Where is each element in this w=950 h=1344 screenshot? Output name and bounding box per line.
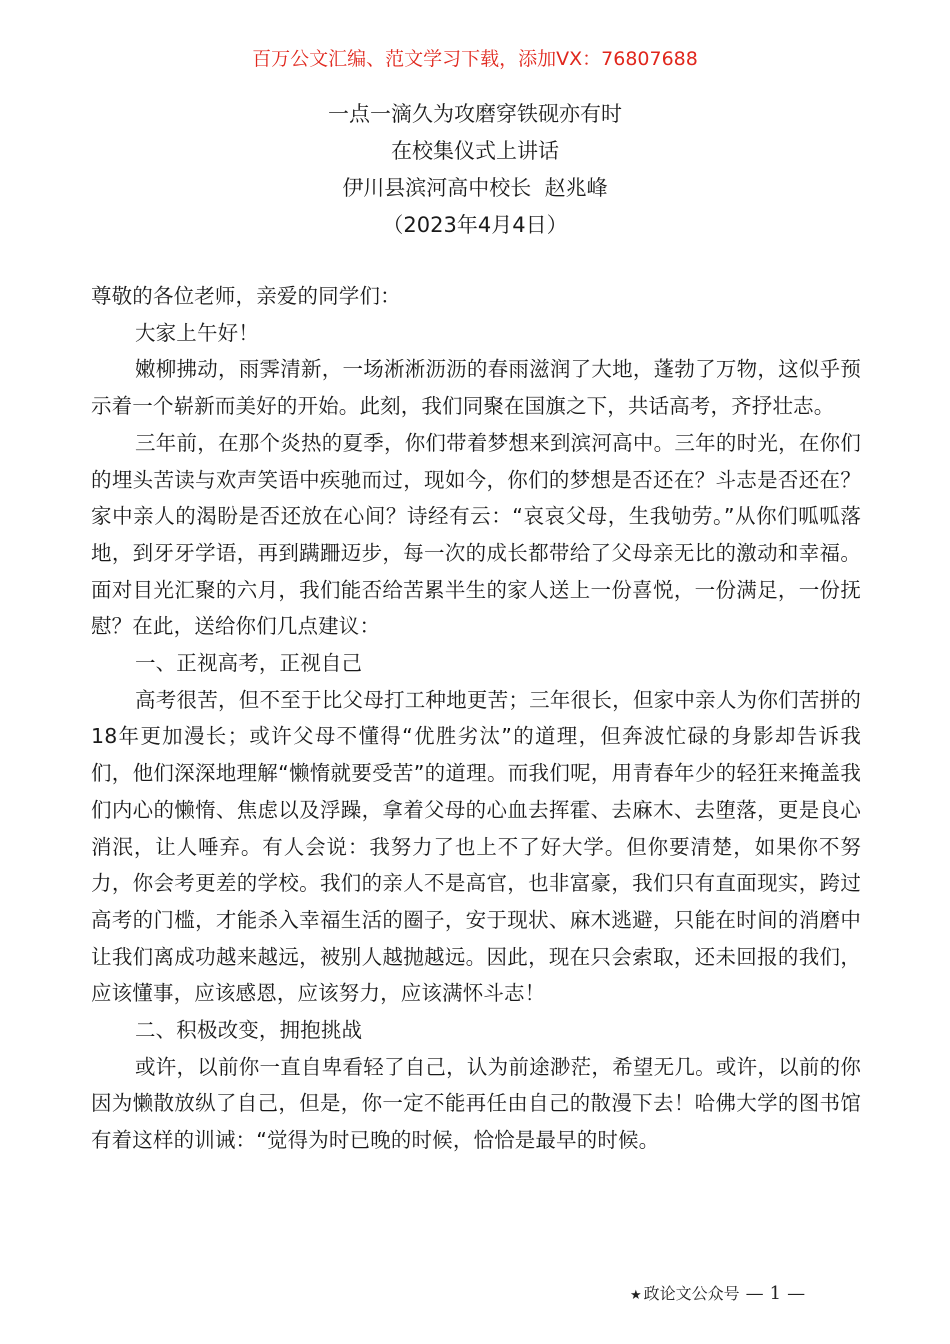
document-header — [0, 96, 950, 244]
section-heading-2: 二、积极改变，拥抱挑战 — [135, 1018, 363, 1043]
footer-source: 政论文公众号 — [643, 1284, 740, 1303]
section-heading-1: 一、正视高考，正视自己 — [135, 651, 363, 676]
section-text-1: 高考很苦，但不至于比父母打工种地更苦；三年很长，但家中亲人为你们苦拼的18年更加漫长；或许父母不懂得“优胜劣汰”的道理，但奔波忙碌的身影却告诉我们，他们深深地理解“懒惰就要受苦”的道理。而我们呢，用青春年少的轻狂来掩盖我们内心的懒惰、焦虑以及浮躁，拿着父母的心血去挥霍、去麻木、去堕落，更是良心消泯，让人唾弃。有人会说：我努力了也上不了好大学。但你要清楚，如果你不努力，你会考更差的学校。我们的亲人不是高官，也非富豪，我们只有直面现实，跨过高考的门槛，才能杀入幸福生活的圈子，安于现状、麻木逃避，只能在时间的消磨中让我们离成功越来越远，被别人越抛越远。因此，现在只会索取，还未回报的我们，应该懂事，应该感恩，应该努力，应该满怀斗志！ — [91, 687, 861, 1006]
paragraph-three-years: 三年前，在那个炎热的夏季，你们带着梦想来到滨河高中。三年的时光，在你们的埋头苦读与欢声笑语中疾驰而过，现如今，你们的梦想是否还在？斗志是否还在？家中亲人的渴盼是否还放在心间？诗经有云：“哀哀父母，生我劬劳。”从你们呱呱落地，到牙牙学语，再到蹒跚迈步，每一次的成长都带给了父母亲无比的激动和幸福。面对目光汇聚的六月，我们能否给苦累半生的家人送上一份喜悦，一份满足，一份抚慰？在此，送给你们几点建议： — [91, 430, 861, 639]
star-icon: ★ — [630, 1288, 642, 1303]
document-subtitle: 在校集仪式上讲话 — [391, 139, 559, 163]
page-number: 1 — [769, 1283, 782, 1304]
page-dash-right: — — [787, 1283, 806, 1304]
document-date: （2023年4月4日） — [382, 213, 568, 237]
page-footer — [630, 1281, 880, 1309]
section-text-2: 或许，以前你一直自卑看轻了自己，认为前途渺茫，希望无几。或许，以前的你因为懒散放纵了自己，但是，你一定不能再任由自己的散漫下去！哈佛大学的图书馆有着这样的训诫：“觉得为时已晚的时候，恰恰是最早的时候。 — [91, 1054, 861, 1153]
document-speaker: 伊川县滨河高中校长 赵兆峰 — [342, 176, 608, 200]
salutation: 尊敬的各位老师，亲爱的同学们： — [91, 284, 401, 308]
promo-banner: 百万公文汇编、范文学习下载，添加VX：76807688 — [252, 48, 698, 70]
document-title: 一点一滴久为攻磨穿铁砚亦有时 — [328, 102, 622, 126]
greeting: 大家上午好！ — [135, 320, 259, 345]
page-dash-left: — — [745, 1283, 764, 1304]
document-body — [91, 278, 861, 1159]
paragraph-opening: 嫩柳拂动，雨霁清新，一场淅淅沥沥的春雨滋润了大地，蓬勃了万物，这似乎预示着一个崭新而美好的开始。此刻，我们同聚在国旗之下，共话高考，齐抒壮志。 — [91, 357, 861, 419]
